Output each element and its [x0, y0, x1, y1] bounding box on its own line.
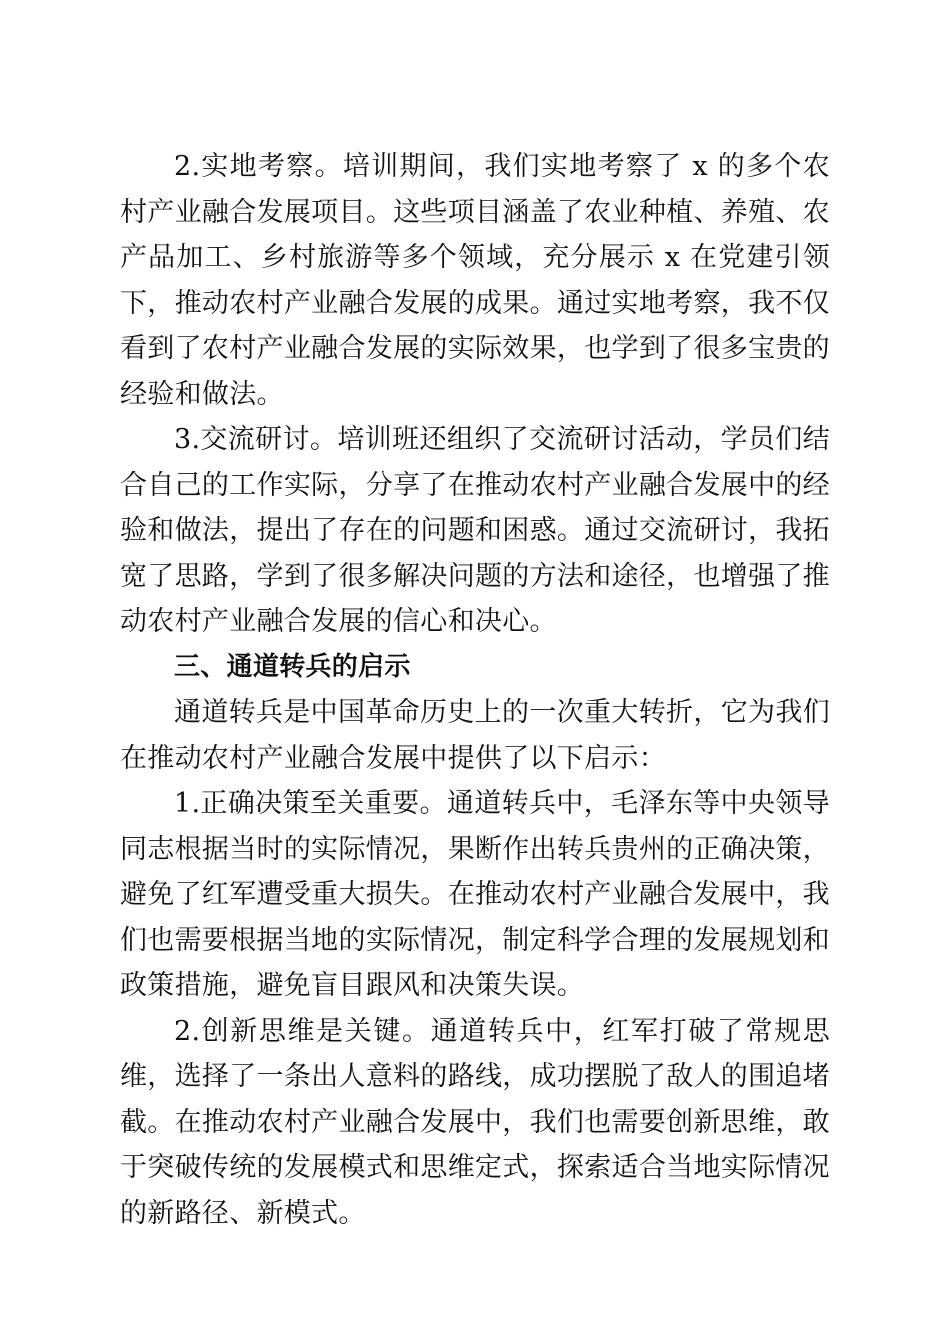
document-body — [120, 144, 830, 1236]
paragraph-exchange-seminar: 3.交流研讨。培训班还组织了交流研讨活动，学员们结合自己的工作实际，分享了在推动农村产业融合发展中的经验和做法，提出了存在的问题和困惑。通过交流研讨，我拓宽了思路，学到了很多解决问题的方法和途径，也增强了推动农村产业融合发展的信心和决心。 — [120, 424, 830, 637]
section-heading: 三、通道转兵的启示 — [174, 651, 411, 682]
paragraph-field-visit: 2.实地考察。培训期间，我们实地考察了 x 的多个农村产业融合发展项目。这些项目涵盖了农业种植、养殖、农产品加工、乡村旅游等多个领域，充分展示 x 在党建引领下，推动农村产业融合发展的成果。通过实地考察，我不仅看到了农村产业融合发展的实际效果，也学到了很多宝贵的经验和做法。 — [120, 151, 830, 410]
paragraph-intro-inspiration: 通道转兵是中国革命历史上的一次重大转折，它为我们在推动农村产业融合发展中提供了以下启示： — [120, 697, 830, 774]
paragraph-correct-decision: 1.正确决策至关重要。通道转兵中，毛泽东等中央领导同志根据当时的实际情况，果断作出转兵贵州的正确决策，避免了红军遭受重大损失。在推动农村产业融合发展中，我们也需要根据当地的实际情况，制定科学合理的发展规划和政策措施，避免盲目跟风和决策失误。 — [120, 788, 830, 1001]
paragraph-innovative-thinking: 2.创新思维是关键。通道转兵中，红军打破了常规思维，选择了一条出人意料的路线，成功摆脱了敌人的围追堵截。在推动农村产业融合发展中，我们也需要创新思维，敢于突破传统的发展模式和思维定式，探索适合当地实际情况的新路径、新模式。 — [120, 1015, 830, 1229]
